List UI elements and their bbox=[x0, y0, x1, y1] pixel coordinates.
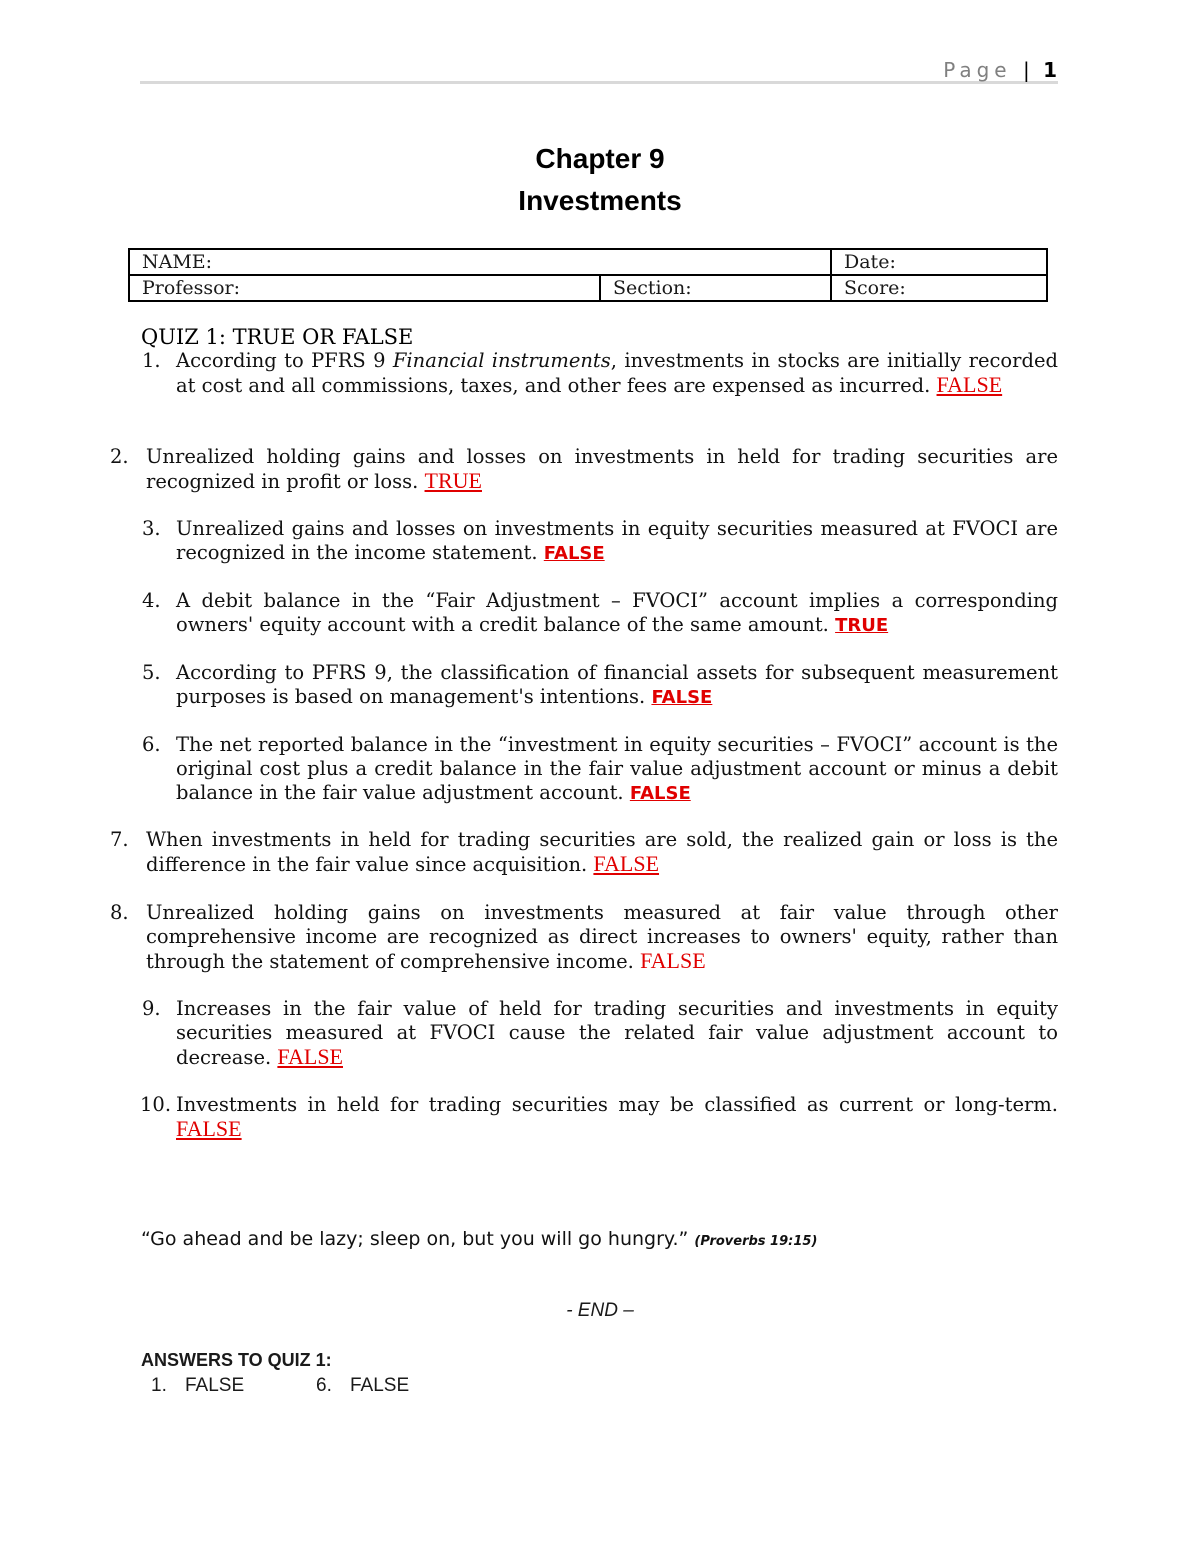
chapter-title: Chapter 9 bbox=[535, 143, 665, 174]
question-number: 8. bbox=[110, 901, 129, 924]
answer-mark: FALSE bbox=[277, 1044, 343, 1069]
topic-title: Investments bbox=[518, 185, 682, 216]
question-number: 10. bbox=[140, 1093, 172, 1116]
question-italic-text: Financial instruments bbox=[392, 349, 611, 372]
question-4 bbox=[142, 589, 1058, 638]
answer-mark: TRUE bbox=[835, 615, 889, 636]
question-number: 1. bbox=[142, 349, 161, 372]
answer-mark: TRUE bbox=[424, 468, 482, 493]
question-text: Unrealized holding gains on investments measured at fair value through other comprehensive income are recognized as direct increases to owners' equity, rather than through the statement of comprehensive income. bbox=[146, 901, 1058, 973]
question-6 bbox=[142, 733, 1058, 806]
question-text: Unrealized holding gains and losses on investments in held for trading securities are recognized in profit or loss. bbox=[146, 445, 1058, 493]
answer-mark: FALSE bbox=[629, 783, 691, 804]
question-number: 5. bbox=[142, 661, 161, 684]
answer-mark: FALSE bbox=[593, 851, 660, 876]
question-text: , investments in stocks are initially recorded at cost and all commissions, taxes, and other fees are expensed as incurred. bbox=[176, 349, 1058, 397]
answers-heading: ANSWERS TO QUIZ 1: bbox=[141, 1350, 332, 1370]
question-text: Increases in the fair value of held for trading securities and investments in equity securities measured at FVOCI cause the related fair value adjustment account to decrease. bbox=[176, 997, 1058, 1069]
question-text: According to PFRS 9 bbox=[176, 349, 393, 372]
question-number: 3. bbox=[142, 517, 161, 540]
header-rule bbox=[140, 81, 1058, 84]
quote-reference: (Proverbs 19:15) bbox=[694, 1234, 818, 1249]
answer-mark: FALSE bbox=[543, 543, 605, 564]
question-9 bbox=[142, 997, 1058, 1070]
question-text: A debit balance in the “Fair Adjustment – FVOCI” account implies a corresponding owners' equity account with a credit balance of the same amount. bbox=[176, 589, 1058, 636]
question-number: 4. bbox=[142, 589, 161, 612]
question-text: The net reported balance in the “investment in equity securities – FVOCI” account is the original cost plus a credit balance in the fair value adjustment account or minus a debit balance in the fair value adjustment account. bbox=[176, 733, 1058, 804]
question-7 bbox=[110, 828, 1058, 877]
question-8 bbox=[110, 901, 1058, 974]
quote-text: “Go ahead and be lazy; sleep on, but you will go hungry.” bbox=[141, 1228, 689, 1250]
answer-key-number: 6. bbox=[316, 1375, 332, 1396]
question-2 bbox=[110, 445, 1058, 494]
question-number: 9. bbox=[142, 997, 161, 1020]
answer-key-number: 1. bbox=[151, 1375, 167, 1396]
question-text: Investments in held for trading securities may be classified as current or long-term. bbox=[176, 1093, 1058, 1116]
question-3 bbox=[142, 517, 1058, 566]
student-info-table bbox=[128, 248, 1048, 302]
end-marker: - END – bbox=[566, 1300, 634, 1321]
answer-mark: FALSE bbox=[651, 687, 713, 708]
page-label: Page bbox=[943, 58, 1012, 82]
proverb-quote bbox=[141, 1228, 817, 1250]
question-number: 6. bbox=[142, 733, 161, 756]
score-field[interactable]: Score: bbox=[831, 275, 1047, 301]
page-number: 1 bbox=[1043, 58, 1057, 82]
page-separator: | bbox=[1022, 58, 1030, 82]
question-text: According to PFRS 9, the classification of financial assets for subsequent measurement purposes is based on management's intentions. bbox=[176, 661, 1058, 708]
question-5 bbox=[142, 661, 1058, 710]
name-field[interactable]: NAME: bbox=[129, 249, 831, 275]
professor-field[interactable]: Professor: bbox=[129, 275, 600, 301]
question-number: 7. bbox=[110, 828, 129, 851]
question-1 bbox=[142, 349, 1058, 398]
question-text: Unrealized gains and losses on investments in equity securities measured at FVOCI are recognized in the income statement. bbox=[176, 517, 1058, 564]
section-field[interactable]: Section: bbox=[600, 275, 831, 301]
answer-key-value: FALSE bbox=[185, 1375, 245, 1396]
answer-key-item bbox=[151, 1375, 244, 1397]
answer-mark: FALSE bbox=[176, 1116, 242, 1141]
question-10 bbox=[140, 1093, 1058, 1142]
answer-key-item bbox=[316, 1375, 409, 1397]
quiz-heading: QUIZ 1: TRUE OR FALSE bbox=[141, 325, 414, 349]
answer-mark: FALSE bbox=[640, 948, 706, 973]
question-number: 2. bbox=[110, 445, 129, 468]
answer-key-value: FALSE bbox=[350, 1375, 410, 1396]
answer-mark: FALSE bbox=[936, 372, 1003, 397]
date-field[interactable]: Date: bbox=[831, 249, 1047, 275]
question-text: When investments in held for trading securities are sold, the realized gain or loss is the difference in the fair value since acquisition. bbox=[146, 828, 1058, 876]
page-number-label bbox=[943, 58, 1057, 82]
